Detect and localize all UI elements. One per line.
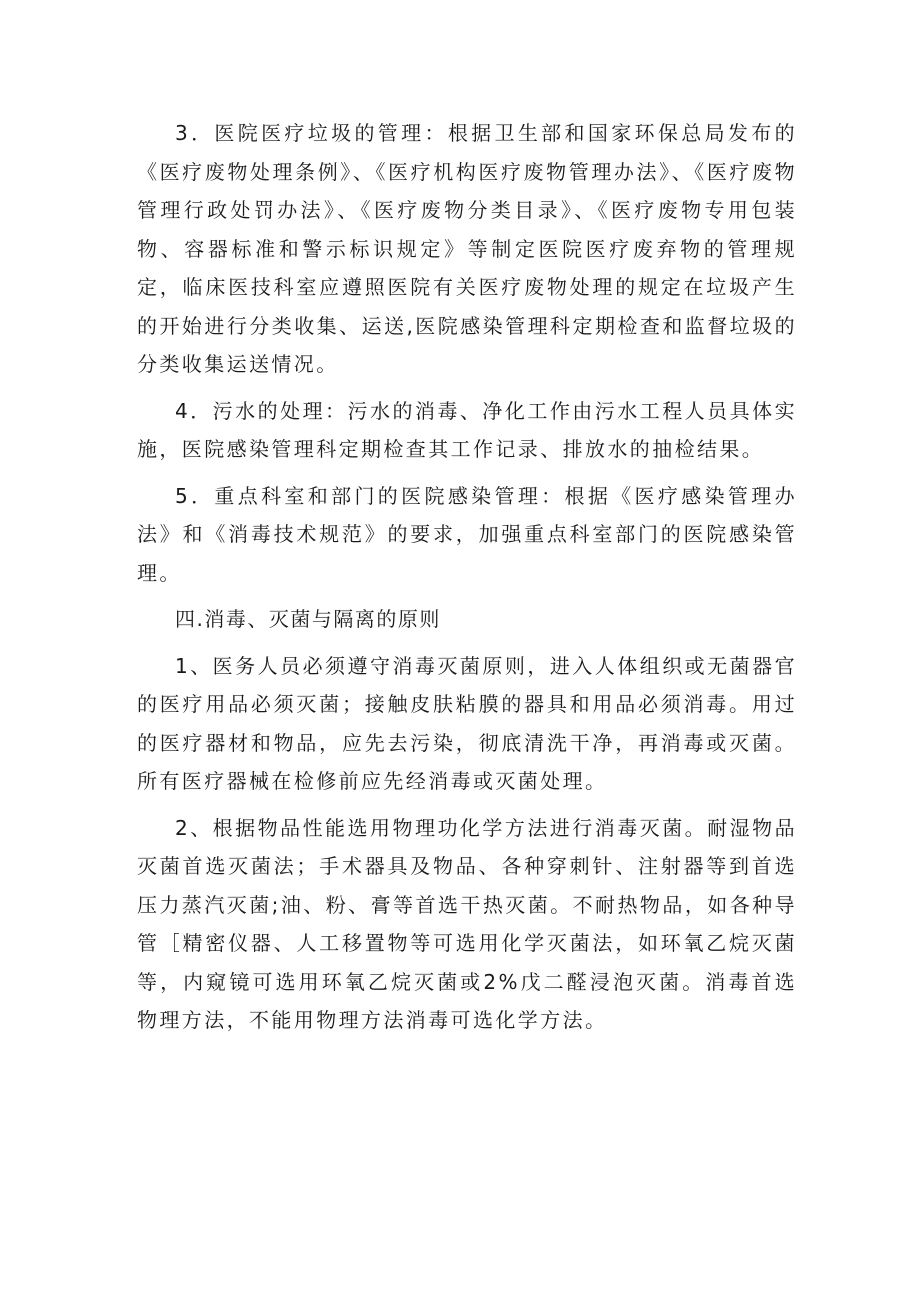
- section-heading: 四.消毒、灭菌与隔离的原则: [175, 607, 441, 631]
- paragraph-sewage: 4．污水的处理：污水的消毒、净化工作由污水工程人员具体实施，医院感染管理科定期检查其工作记录、排放水的抽检结果。: [137, 398, 797, 461]
- paragraph-principle-2: 2、根据物品性能选用物理功化学方法进行消毒灭菌。耐湿物品灭菌首选灭菌法；手术器具及物品、各种穿刺针、注射器等到首选压力蒸汽灭菌;油、粉、膏等首选干热灭菌。不耐热物品，如各种导管［精密仪器、人工移置物等可选用化学灭菌法，如环氧乙烷灭菌等，内窥镜可选用环氧乙烷灭菌或2%戊二醛浸泡灭菌。消毒首选物理方法，不能用物理方法消毒可选化学方法。: [137, 815, 797, 1032]
- paragraph-key-departments: 5．重点科室和部门的医院感染管理：根据《医疗感染管理办法》和《消毒技术规范》的要求，加强重点科室部门的医院感染管理。: [137, 483, 797, 585]
- document-body: [137, 114, 797, 1048]
- paragraph-principle-1: 1、医务人员必须遵守消毒灭菌原则，进入人体组织或无菌器官的医疗用品必须灭菌；接触皮肤粘膜的器具和用品必须消毒。用过的医疗器材和物品，应先去污染，彻底清洗干净，再消毒或灭菌。所有医疗器械在检修前应先经消毒或灭菌处理。: [137, 653, 797, 793]
- paragraph-medical-waste: 3．医院医疗垃圾的管理：根据卫生部和国家环保总局发布的《医疗废物处理条例》、《医疗机构医疗废物管理办法》、《医疗废物管理行政处罚办法》、《医疗废物分类目录》、《医疗废物专用包装物、容器标准和警示标识规定》等制定医院医疗废弃物的管理规定，临床医技科室应遵照医院有关医疗废物处理的规定在垃圾产生的开始进行分类收集、运送,医院感染管理科定期检查和监督垃圾的分类收集运送情况。: [137, 121, 797, 376]
